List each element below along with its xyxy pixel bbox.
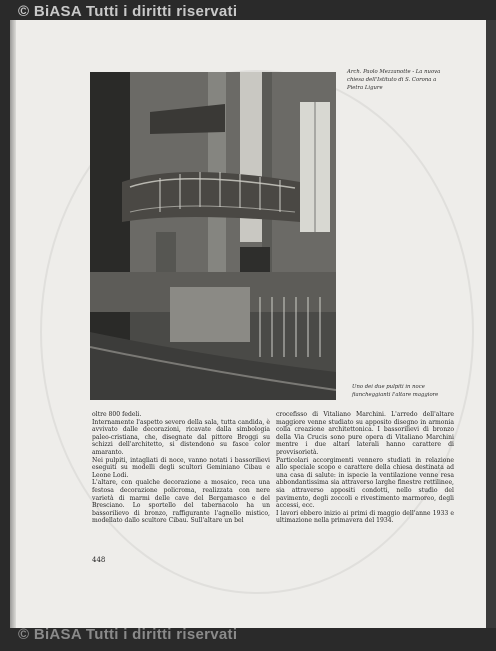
page-number: 448 [92,556,106,564]
page-binding-edge [10,20,16,628]
watermark-top: © BiASA Tutti i diritti riservati [18,3,238,20]
photo-caption-pulpit: Uno dei due pulpiti in noce fiancheggianti l'altare maggiore [352,384,439,398]
paragraph: Particolari accorgimenti vennero studiati in relazione allo speciale scopo e carattere della chiesa destinata ad una casa di salute: in ispecie la ventilazione venne resa abbondantissima sia attraverso larghe finestre rettilinee, sia attraverso appositi condotti, nello studio del pavimento, degli zoccoli e rivestimento marmoreo, degli accessi, ecc. [276,456,454,510]
church-interior-drawing [90,72,336,400]
paragraph: L'altare, con qualche decorazione a mosaico, reca una festosa decorazione policroma, realizzata con nere varietà di marmi delle cave del Bergamasco e del Bresciano. Lo sportello del tabernacolo ha un bassorilievo di bronzo, raffigurante l'agnello mistico, modellato dallo scultore Cibau. Sull'altare un bel [92,479,270,525]
paragraph: I lavori ebbero inizio ai primi di maggio dell'anne 1933 e ultimazione nella primavera del 1934. [276,509,454,525]
article-column-left [92,411,270,525]
page-outer-edge [486,20,496,628]
paragraph: crocefisso di Vitaliano Marchini. L'arredo dell'altare maggiore venne studiato su apposito disegno in armonia colla creazione architettonica. I bassorilievi di bronzo della Via Crucis sono pure opera di Vitaliano Marchini mentre i due altari laterali hanno carattere di provvisorietà. [276,411,454,456]
paragraph: Internamente l'aspetto severo della sala, tutta candida, è avvivato dalle decorazioni, ricavate dalla simbologia paleo-cristiana, che, disegnate dal pittore Broggi su schizzi dell'architetto, si distendono su fasce color amaranto. [92,418,270,456]
paragraph: Nei pulpiti, intagliati di noce, vanno notati i bassorilievi eseguiti su modelli degli scultori Geminiano Cibau e Leone Lodi. [92,456,270,479]
article-column-right [276,411,454,525]
church-interior-photo [90,72,336,400]
watermark-bottom: © BiASA Tutti i diritti riservati [18,626,238,643]
paragraph: oltre 800 fedeli. [92,411,142,418]
photo-caption-credit: Arch. Paolo Mezzanotte - La nuova chiesa dell'Istituto di S. Corona a Pietra Ligure [347,69,441,91]
